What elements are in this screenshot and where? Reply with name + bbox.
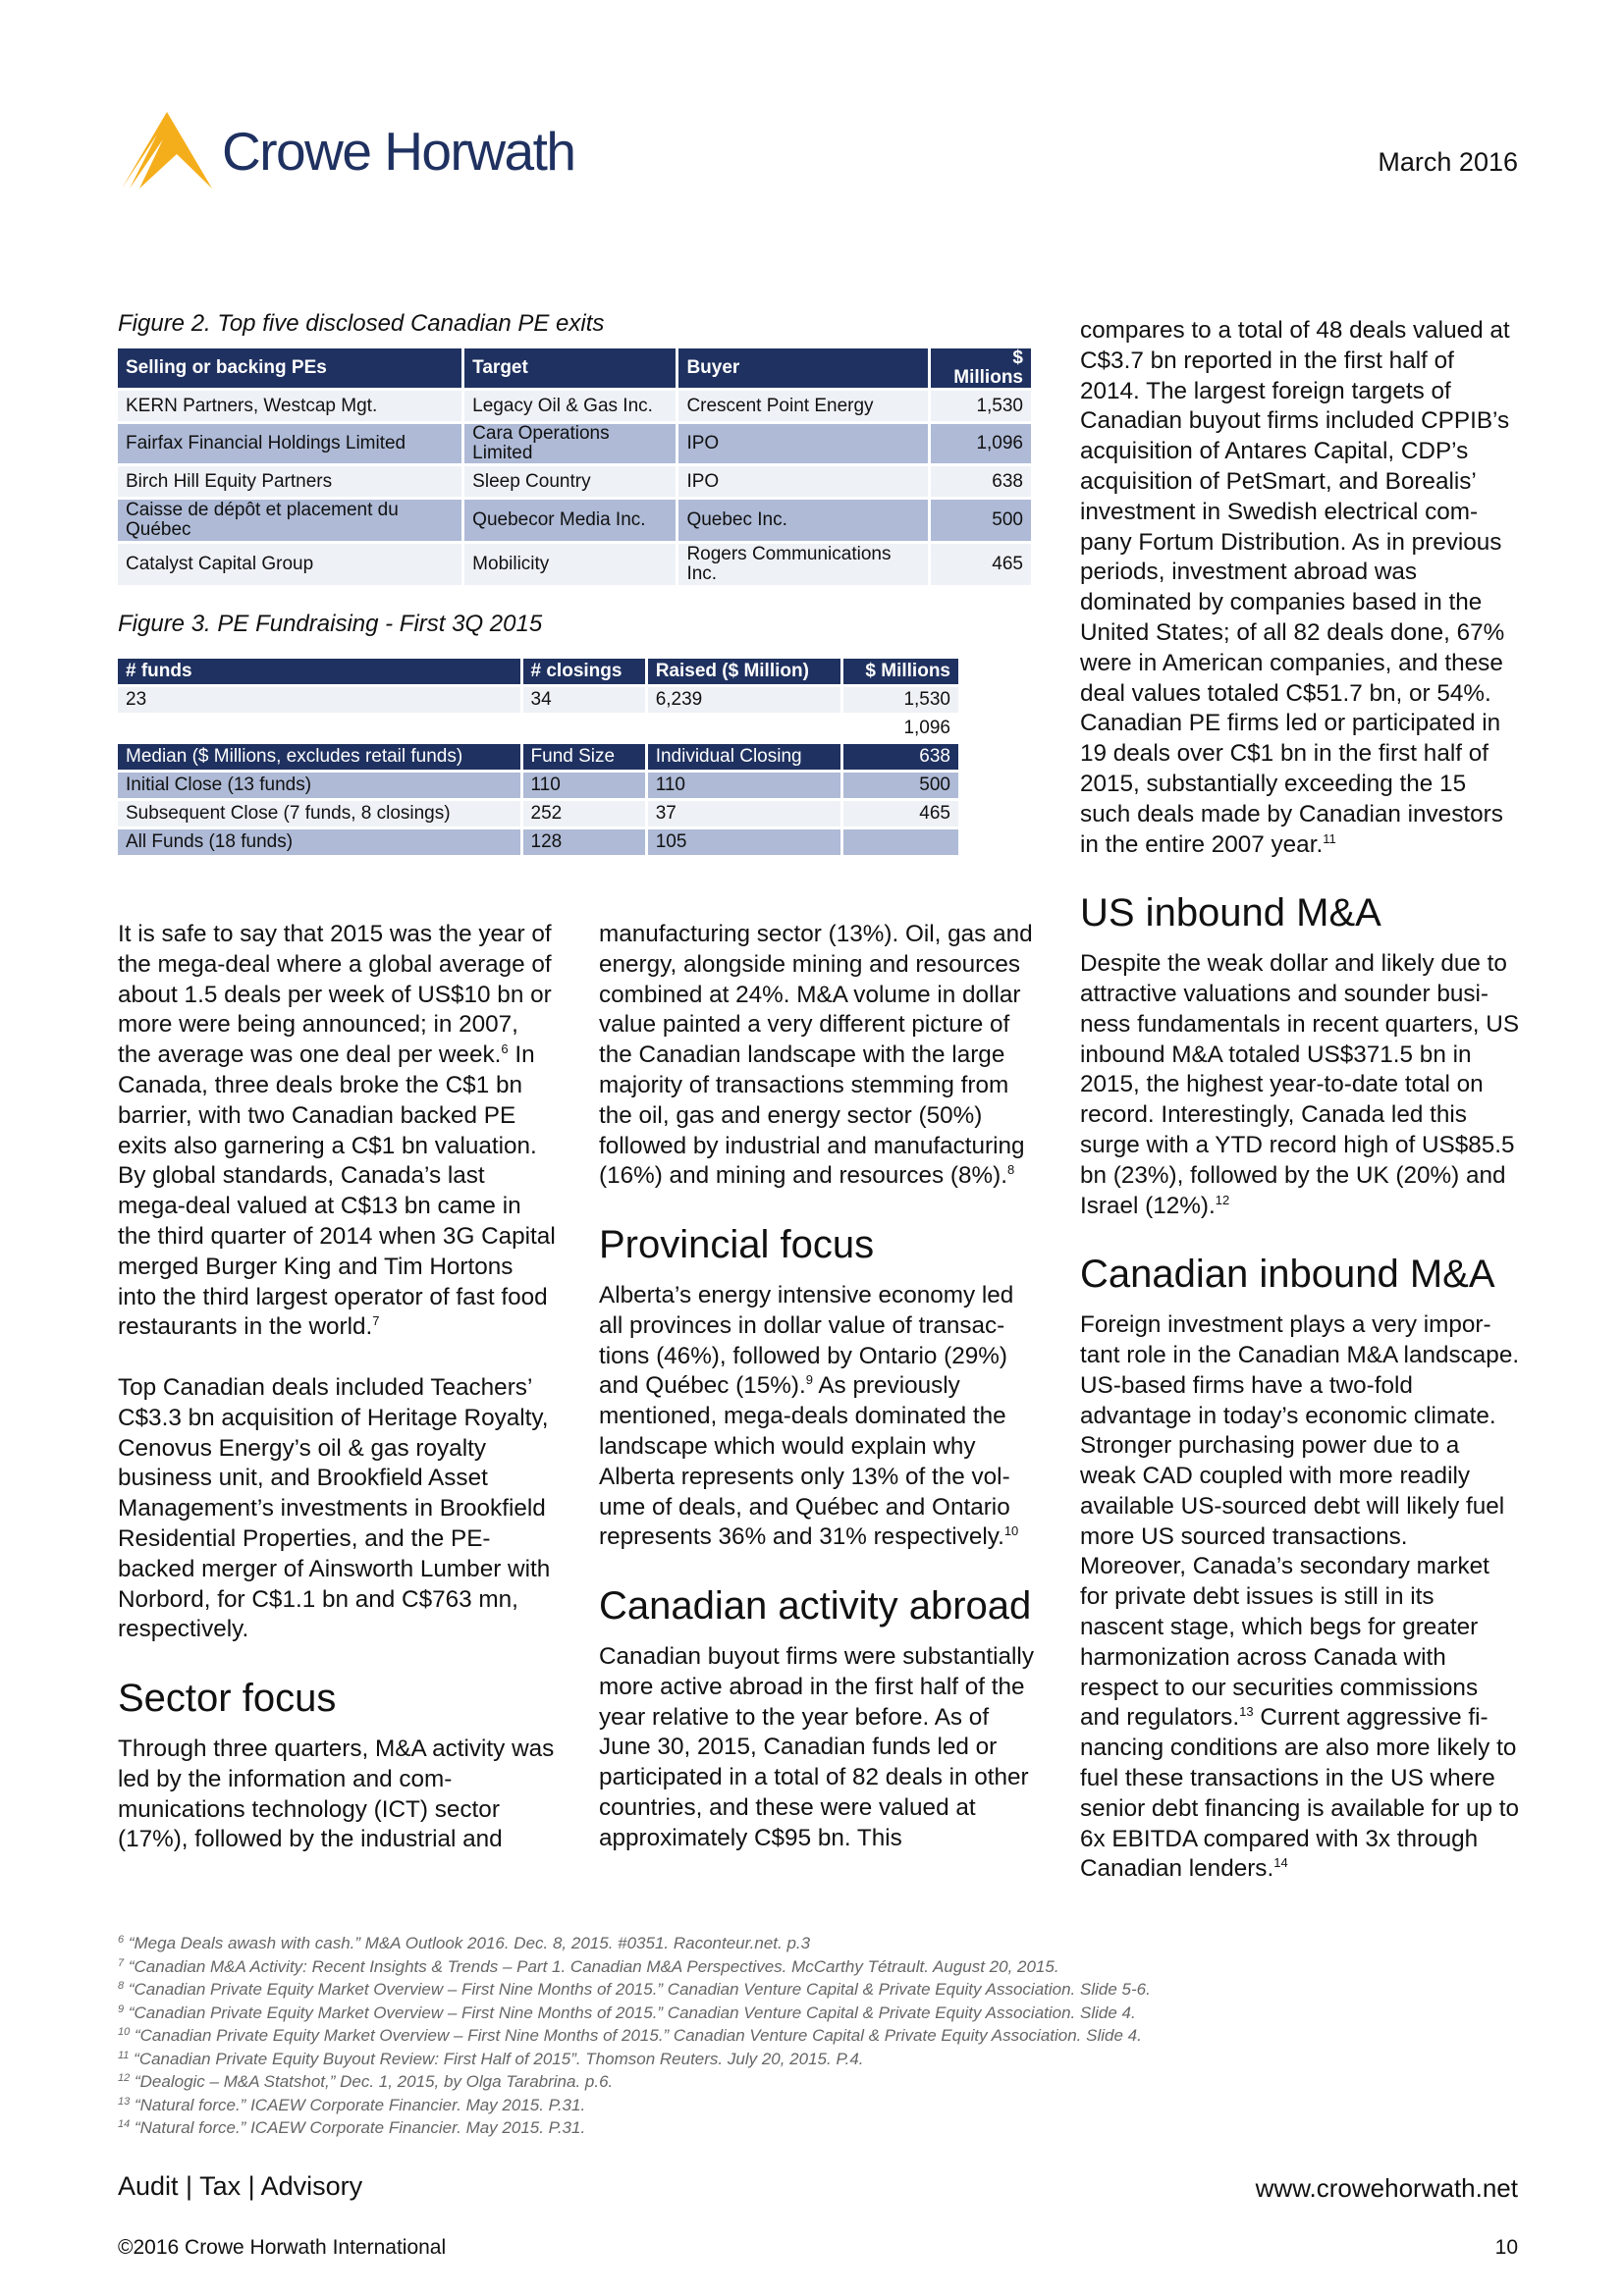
- column-header: # funds: [118, 659, 520, 684]
- body-paragraph: [1080, 1310, 1520, 1885]
- footnote-ref: 12: [1215, 1192, 1230, 1207]
- table-cell: Fund Size: [523, 744, 645, 770]
- table-cell: Catalyst Capital Group: [118, 544, 461, 585]
- body-paragraph: [1080, 316, 1520, 860]
- footnote-text: “Natural force.” ICAEW Corporate Financier. May 2015. P.31.: [134, 2118, 586, 2137]
- footnote-text: “Canadian Private Equity Market Overview – First Nine Months of 2015.” Canadian Venture Capital & Private Equity Association. Slide 4.: [128, 2002, 1136, 2022]
- table-row: [118, 391, 1031, 421]
- paragraph-text: Current aggressive financing conditions are also more likely to fuel these transactions in the US where senior debt financing is available for up to 6x EBITDA compared with 3x through Canadian lenders.: [1080, 1704, 1520, 1883]
- footnote: [118, 1955, 1151, 1979]
- body-paragraph: [599, 1642, 1039, 1854]
- footnote-ref: 7: [372, 1313, 380, 1329]
- footnote: [118, 2002, 1151, 2025]
- body-paragraph: [1080, 949, 1520, 1221]
- paragraph-text: In Canada, three deals broke the C$1 bn barrier, with two Canadian backed PE exits also garnering a C$1 bn valuation. By global standards, Canada’s last mega-deal valued at C$13 bn came in the third quarter of 2014 when 3G Capital merged Burger King and Tim Hortons into the third largest operator of fast food restaurants in the world.: [118, 1041, 556, 1341]
- table-cell: 23: [118, 687, 520, 713]
- table-cell: 465: [843, 801, 958, 827]
- table-header-row: [118, 659, 958, 684]
- table-cell: All Funds (18 funds): [118, 829, 520, 855]
- footnote-text: “Canadian Private Equity Market Overview – First Nine Months of 2015.” Canadian Venture Capital & Private Equity Association. Slide 4.: [134, 2026, 1142, 2045]
- table-cell: 465: [931, 544, 1031, 585]
- paragraph-text: Canadian buyout firms were substantially more active abroad in the first half of the year relative to the year before. As of June 30, 2015, Canadian funds led or participated in a total of 82 deals in other countries, and these were valued at approximately C$95 bn. This: [599, 1642, 1034, 1851]
- text-column-1: [118, 920, 558, 1886]
- section-heading: Canadian activity abroad: [599, 1583, 1032, 1628]
- paragraph-text: It is safe to say that 2015 was the year of the mega-deal where a global average of about 1.5 deals per week of US$10 bn or more were being announced; in 2007, the average was one deal per week.: [118, 921, 552, 1069]
- table-cell: 252: [523, 801, 645, 827]
- table-cell: 500: [931, 500, 1031, 541]
- figure2-title: Figure 2. Top five disclosed Canadian PE exits: [118, 310, 605, 337]
- column-header: Raised ($ Million): [648, 659, 840, 684]
- footnote-text: “Canadian M&A Activity: Recent Insights & Trends – Part 1. Canadian M&A Perspectives. McCarthy Tétrault. August 20, 2015.: [128, 1956, 1059, 1976]
- table-cell: Initial Close (13 funds): [118, 773, 520, 798]
- table-cell: IPO: [678, 424, 928, 463]
- table-cell: 1,530: [843, 687, 958, 713]
- table-cell: Subsequent Close (7 funds, 8 closings): [118, 801, 520, 827]
- section-heading: US inbound M&A: [1080, 891, 1381, 935]
- footnote-number: 6: [118, 1934, 125, 1946]
- logo-text: Crowe Horwath: [222, 121, 575, 182]
- table-row: [118, 829, 958, 855]
- table-cell: 1,096: [931, 424, 1031, 463]
- column-header: Buyer: [678, 348, 928, 388]
- copyright: ©2016 Crowe Horwath International: [118, 2236, 447, 2259]
- figure2-table: [115, 346, 1034, 588]
- table-cell: 638: [931, 466, 1031, 497]
- footnote-ref: 11: [1323, 830, 1336, 846]
- crowe-horwath-logo: [118, 110, 609, 198]
- footnote-text: “Dealogic – M&A Statshot,” Dec. 1, 2015, by Olga Tarabrina. p.6.: [134, 2072, 614, 2091]
- footnote-ref: 8: [1006, 1162, 1015, 1178]
- table-cell: 110: [523, 773, 645, 798]
- footnote-number: 7: [118, 1956, 125, 1969]
- table-row: [118, 716, 958, 741]
- table-row: [118, 500, 1031, 541]
- table-header-row: [118, 348, 1031, 388]
- text-column-2: [599, 920, 1039, 1884]
- table-cell: 110: [648, 773, 840, 798]
- table-row: [118, 773, 958, 798]
- column-header: Selling or backing PEs: [118, 348, 461, 388]
- figure3-title: Figure 3. PE Fundraising - First 3Q 2015: [118, 611, 543, 637]
- body-paragraph: [599, 1281, 1039, 1553]
- footnote-text: “Mega Deals awash with cash.” M&A Outlook 2016. Dec. 8, 2015. #0351. Raconteur.net. p.3: [128, 1934, 811, 1952]
- table-cell: Crescent Point Energy: [678, 391, 928, 421]
- table-cell: 1,096: [903, 718, 950, 738]
- footnote-text: “Canadian Private Equity Buyout Review: First Half of 2015”. Thomson Reuters. July 20, 2015. P.4.: [134, 2049, 864, 2068]
- website-link[interactable]: www.crowehorwath.net: [1255, 2173, 1518, 2203]
- table-cell: 37: [648, 801, 840, 827]
- body-paragraph: [118, 1735, 558, 1855]
- footnote-number: 9: [118, 2002, 125, 2015]
- services-tagline: Audit | Tax | Advisory: [118, 2171, 363, 2201]
- footnote: [118, 2048, 1151, 2071]
- footnote: [118, 1932, 1151, 1955]
- text-column-3: [1080, 316, 1520, 1915]
- table-cell: Fairfax Financial Holdings Limited: [118, 424, 461, 463]
- section-heading: Sector focus: [118, 1676, 337, 1720]
- footnotes: [118, 1932, 1151, 2140]
- section-heading: Canadian inbound M&A: [1080, 1253, 1495, 1297]
- paragraph-text: Alberta’s energy intensive economy led all provinces in dollar value of transactions (46%), followed by Ontario (29%) and Québec (15%).: [599, 1281, 1014, 1400]
- table-row: [118, 801, 958, 827]
- figure3-table: [115, 656, 961, 858]
- footnote-number: 14: [118, 2118, 131, 2130]
- column-header: Target: [464, 348, 676, 388]
- footnote-ref: 14: [1273, 1855, 1288, 1871]
- table-cell: 105: [648, 829, 840, 855]
- footnote: [118, 2094, 1151, 2117]
- table-row: [118, 744, 958, 770]
- table-cell: Median ($ Millions, excludes retail funds): [118, 744, 520, 770]
- table-cell: [523, 716, 645, 741]
- paragraph-text: As previously mentioned, mega-deals dominated the landscape which would explain why Alberta represents only 13% of the volume of deals, and Québec and Ontario represents 36% and 31% respectively.: [599, 1372, 1010, 1551]
- footnote-number: 12: [118, 2072, 131, 2084]
- table-cell: Quebec Inc.: [678, 500, 928, 541]
- table-cell: 500: [843, 773, 958, 798]
- paragraph-text: Foreign investment plays a very important role in the Canadian M&A landscape. US-based firms have a two-fold advantage in today’s economic climate. Stronger purchasing power due to a weak CAD coupled with more readily available US-sourced debt will likely fuel more US sourced transactions. Moreover, Canada’s secondary market for private debt issues is still in its nascent stage, which begs for greater harmonization across Canada with respect to our securities commissions and regulators.: [1080, 1311, 1520, 1732]
- footnote: [118, 2070, 1151, 2094]
- body-paragraph: [118, 920, 558, 1343]
- table-cell: IPO: [678, 466, 928, 497]
- footnote-text: “Canadian Private Equity Market Overview – First Nine Months of 2015.” Canadian Venture Capital & Private Equity Association. Slide 5-6.: [128, 1980, 1151, 1999]
- footnote: [118, 2024, 1151, 2048]
- table-cell: Rogers Communications Inc.: [678, 544, 928, 585]
- table-cell: Individual Closing: [648, 744, 840, 770]
- table-row: [118, 687, 958, 713]
- table-row: [118, 544, 1031, 585]
- table-cell: 638: [843, 744, 958, 770]
- page-number: 10: [1494, 2236, 1518, 2259]
- column-header: $ Millions: [931, 348, 1031, 388]
- table-cell: Birch Hill Equity Partners: [118, 466, 461, 497]
- footnote: [118, 1978, 1151, 2002]
- table-row: [118, 466, 1031, 497]
- table-cell: [843, 829, 958, 855]
- footnote-number: 8: [118, 1980, 125, 1992]
- table-cell: 1,530: [931, 391, 1031, 421]
- table-cell: Quebecor Media Inc.: [464, 500, 676, 541]
- paragraph-text: compares to a total of 48 deals valued at C$3.7 bn reported in the first half of 2014. The largest foreign targets of Canadian buyout firms included CPPIB’s acquisition of Antares Capital, CDP’s acquisition of PetSmart, and Borealis’ investment in Swedish electrical company Fortum Distribution. As in previous periods, investment abroad was dominated by companies based in the United States; of all 82 deals done, 67% were in American companies, and these deal values totaled C$51.7 bn, or 54%. Canadian PE firms led or participated in 19 deals over C$1 bn in the first half of 2015, substantially exceeding the 15 such deals made by Canadian investors in the entire 2007 year.: [1080, 317, 1510, 858]
- report-date: March 2016: [1378, 147, 1518, 177]
- column-header: # closings: [523, 659, 645, 684]
- footnote: [118, 2116, 1151, 2140]
- table-cell: Sleep Country: [464, 466, 676, 497]
- table-cell: 6,239: [648, 687, 840, 713]
- table-cell: 34: [523, 687, 645, 713]
- footnote-ref: 13: [1239, 1704, 1254, 1720]
- table-cell: 128: [523, 829, 645, 855]
- footnote-text: “Natural force.” ICAEW Corporate Financier. May 2015. P.31.: [134, 2095, 586, 2114]
- paragraph-text: manufacturing sector (13%). Oil, gas and energy, alongside mining and resources combined at 24%. M&A volume in dollar value painted a very different picture of the Canadian landscape with the large majority of transactions stemming from the oil, gas and energy sector (50%) followed by industrial and manufacturing (16%) and mining and resources (8%).: [599, 921, 1033, 1190]
- footnote-number: 10: [118, 2026, 131, 2038]
- footnote-ref: 9: [805, 1372, 813, 1388]
- footnote-ref: 10: [1003, 1523, 1019, 1539]
- table-cell: KERN Partners, Westcap Mgt.: [118, 391, 461, 421]
- table-cell: Cara Operations Limited: [464, 424, 676, 463]
- body-paragraph: [599, 920, 1039, 1192]
- table-cell: Caisse de dépôt et placement du Québec: [118, 500, 461, 541]
- column-header: $ Millions: [843, 659, 958, 684]
- paragraph-text: Through three quarters, M&A activity was led by the information and communications technology (ICT) sector (17%), followed by the industrial and: [118, 1735, 555, 1853]
- table-cell: [118, 716, 520, 741]
- table-cell: Mobilicity: [464, 544, 676, 585]
- footnote-ref: 6: [501, 1041, 509, 1057]
- table-row: [118, 424, 1031, 463]
- paragraph-text: Despite the weak dollar and likely due to attractive valuations and sounder business fundamentals in recent quarters, US inbound M&A totaled US$371.5 bn in 2015, the highest year-to-date total on record. Interestingly, Canada led this surge with a YTD record high of US$85.5 bn (23%), followed by the UK (20%) and Israel (12%).: [1080, 950, 1520, 1219]
- logo-mountain-icon: [118, 110, 216, 198]
- table-cell: Legacy Oil & Gas Inc.: [464, 391, 676, 421]
- body-paragraph: [118, 1373, 558, 1645]
- paragraph-text: Top Canadian deals included Teachers’ C$3.3 bn acquisition of Heritage Royalty, Cenovus Energy’s oil & gas royalty business unit, and Brookfield Asset Management’s investments in Brookfield Residential Properties, and the PE-backed merger of Ainsworth Lumber with Norbord, for C$1.1 bn and C$763 mn, respectively.: [118, 1373, 551, 1643]
- table-cell: [648, 716, 840, 741]
- footnote-number: 13: [118, 2095, 131, 2108]
- footnote-number: 11: [118, 2049, 130, 2061]
- section-heading: Provincial focus: [599, 1222, 875, 1266]
